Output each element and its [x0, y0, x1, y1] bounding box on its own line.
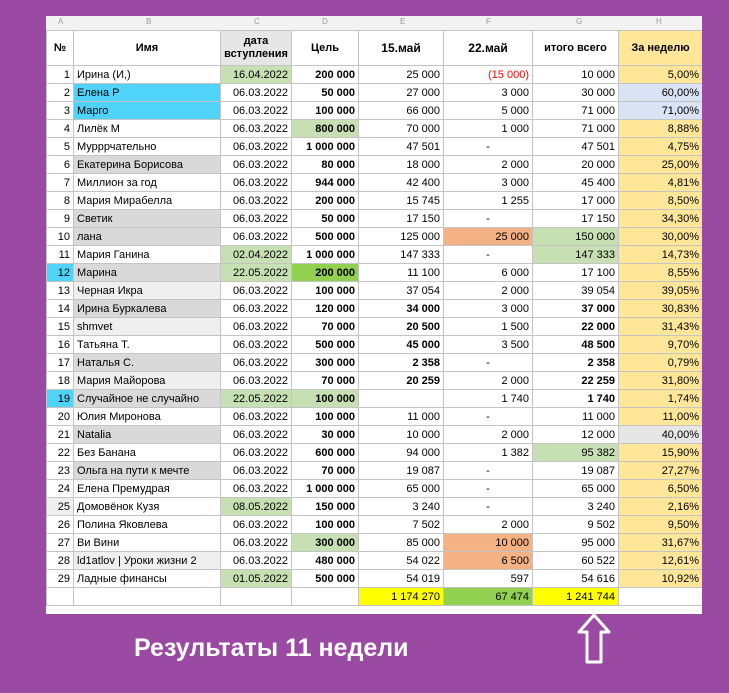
amount-may-22[interactable]: 3 000 — [444, 174, 533, 192]
goal-amount[interactable]: 800 000 — [292, 120, 359, 138]
amount-may-22[interactable]: 1 740 — [444, 390, 533, 408]
goal-amount[interactable]: 500 000 — [292, 336, 359, 354]
join-date[interactable]: 06.03.2022 — [221, 318, 292, 336]
amount-may-15[interactable]: 94 000 — [359, 444, 444, 462]
col-letter[interactable]: C — [254, 17, 260, 26]
total-amount[interactable]: 65 000 — [533, 480, 619, 498]
table-row — [47, 192, 703, 210]
row-number[interactable]: 13 — [47, 282, 74, 300]
total-amount[interactable]: 17 150 — [533, 210, 619, 228]
row-number[interactable]: 22 — [47, 444, 74, 462]
amount-may-22[interactable]: - — [444, 210, 533, 228]
join-date[interactable]: 06.03.2022 — [221, 84, 292, 102]
goal-amount[interactable]: 50 000 — [292, 84, 359, 102]
row-number[interactable]: 4 — [47, 120, 74, 138]
participant-name[interactable]: Домовёнок Кузя — [74, 498, 221, 516]
total-amount[interactable]: 10 000 — [533, 66, 619, 84]
spreadsheet — [46, 16, 702, 614]
participant-name[interactable]: Мария Майорова — [74, 372, 221, 390]
participant-name[interactable]: Елена Р — [74, 84, 221, 102]
weekly-percent[interactable]: 31,67% — [619, 534, 703, 552]
amount-may-15[interactable]: 42 400 — [359, 174, 444, 192]
row-number[interactable]: 7 — [47, 174, 74, 192]
total-amount[interactable]: 11 000 — [533, 408, 619, 426]
weekly-percent[interactable]: 2,16% — [619, 498, 703, 516]
total-amount[interactable]: 45 400 — [533, 174, 619, 192]
total-amount[interactable]: 95 382 — [533, 444, 619, 462]
row-number[interactable]: 9 — [47, 210, 74, 228]
total-amount[interactable]: 71 000 — [533, 120, 619, 138]
table-row — [47, 462, 703, 480]
total-amount[interactable]: 54 616 — [533, 570, 619, 588]
row-number[interactable]: 25 — [47, 498, 74, 516]
total-amount[interactable]: 9 502 — [533, 516, 619, 534]
weekly-percent[interactable]: 25,00% — [619, 156, 703, 174]
participant-name[interactable]: Екатерина Борисова — [74, 156, 221, 174]
up-arrow-icon — [575, 612, 613, 666]
goal-amount[interactable]: 70 000 — [292, 462, 359, 480]
total-amount[interactable]: 71 000 — [533, 102, 619, 120]
amount-may-15[interactable]: 45 000 — [359, 336, 444, 354]
weekly-percent[interactable]: 31,43% — [619, 318, 703, 336]
header-join-date[interactable]: дата вступления — [221, 31, 292, 66]
total-amount[interactable]: 22 000 — [533, 318, 619, 336]
weekly-percent[interactable]: 60,00% — [619, 84, 703, 102]
row-number[interactable]: 16 — [47, 336, 74, 354]
weekly-percent[interactable]: 10,92% — [619, 570, 703, 588]
row-number[interactable]: 6 — [47, 156, 74, 174]
amount-may-15[interactable]: 125 000 — [359, 228, 444, 246]
amount-may-15[interactable]: 47 501 — [359, 138, 444, 156]
row-number[interactable]: 3 — [47, 102, 74, 120]
goal-amount[interactable]: 480 000 — [292, 552, 359, 570]
participant-name[interactable]: Ви Вини — [74, 534, 221, 552]
row-number[interactable]: 10 — [47, 228, 74, 246]
weekly-percent[interactable]: 8,50% — [619, 192, 703, 210]
col-letter[interactable]: H — [656, 17, 662, 26]
amount-may-22[interactable]: - — [444, 408, 533, 426]
amount-may-22[interactable]: 2 000 — [444, 426, 533, 444]
participant-name[interactable]: ld1atlov | Уроки жизни 2 — [74, 552, 221, 570]
goal-amount[interactable]: 500 000 — [292, 228, 359, 246]
table-row — [47, 66, 703, 84]
goal-amount[interactable]: 300 000 — [292, 354, 359, 372]
goal-amount[interactable]: 100 000 — [292, 390, 359, 408]
participant-name[interactable]: Мария Ганина — [74, 246, 221, 264]
table-row — [47, 426, 703, 444]
amount-may-22[interactable]: 6 500 — [444, 552, 533, 570]
participant-name[interactable]: Ирина (И,) — [74, 66, 221, 84]
amount-may-22[interactable]: 5 000 — [444, 102, 533, 120]
table-row — [47, 336, 703, 354]
header-weekly-pct[interactable]: За неделю — [619, 31, 703, 66]
weekly-percent[interactable]: 27,27% — [619, 462, 703, 480]
total-amount[interactable]: 17 000 — [533, 192, 619, 210]
participant-name[interactable]: Ирина Буркалева — [74, 300, 221, 318]
total-amount[interactable]: 30 000 — [533, 84, 619, 102]
amount-may-15[interactable]: 15 745 — [359, 192, 444, 210]
table-row — [47, 210, 703, 228]
row-number[interactable]: 28 — [47, 552, 74, 570]
weekly-percent[interactable]: 40,00% — [619, 426, 703, 444]
table-row — [47, 498, 703, 516]
amount-may-22[interactable]: - — [444, 246, 533, 264]
total-amount[interactable]: 37 000 — [533, 300, 619, 318]
total-may-22[interactable]: 67 474 — [444, 588, 533, 606]
participant-name[interactable]: Лилёк М — [74, 120, 221, 138]
join-date[interactable]: 06.03.2022 — [221, 156, 292, 174]
amount-may-22[interactable]: - — [444, 138, 533, 156]
participant-name[interactable]: Черная Икра — [74, 282, 221, 300]
goal-amount[interactable]: 1 000 000 — [292, 246, 359, 264]
amount-may-22[interactable]: 3 000 — [444, 84, 533, 102]
table-row — [47, 246, 703, 264]
totals-empty[interactable] — [47, 588, 74, 606]
participant-name[interactable]: Татьяна Т. — [74, 336, 221, 354]
participant-name[interactable]: Мурррчательно — [74, 138, 221, 156]
amount-may-15[interactable]: 20 259 — [359, 372, 444, 390]
goal-amount[interactable]: 500 000 — [292, 570, 359, 588]
amount-may-15[interactable]: 11 100 — [359, 264, 444, 282]
weekly-percent[interactable]: 5,00% — [619, 66, 703, 84]
table-row — [47, 516, 703, 534]
total-amount[interactable]: 60 522 — [533, 552, 619, 570]
weekly-percent[interactable]: 30,00% — [619, 228, 703, 246]
join-date[interactable]: 06.03.2022 — [221, 138, 292, 156]
row-number[interactable]: 29 — [47, 570, 74, 588]
join-date[interactable]: 06.03.2022 — [221, 228, 292, 246]
total-amount[interactable]: 22 259 — [533, 372, 619, 390]
table-row — [47, 228, 703, 246]
participant-name[interactable]: Миллион за год — [74, 174, 221, 192]
goal-amount[interactable]: 200 000 — [292, 66, 359, 84]
goal-amount[interactable]: 70 000 — [292, 318, 359, 336]
participant-name[interactable]: Случайное не случайно — [74, 390, 221, 408]
participant-name[interactable]: Светик — [74, 210, 221, 228]
goal-amount[interactable]: 200 000 — [292, 192, 359, 210]
weekly-percent[interactable]: 15,90% — [619, 444, 703, 462]
amount-may-22[interactable]: 2 000 — [444, 516, 533, 534]
join-date[interactable]: 06.03.2022 — [221, 480, 292, 498]
goal-amount[interactable]: 1 000 000 — [292, 480, 359, 498]
total-amount[interactable]: 1 740 — [533, 390, 619, 408]
weekly-percent[interactable]: 9,50% — [619, 516, 703, 534]
table-row — [47, 282, 703, 300]
join-date[interactable]: 01.05.2022 — [221, 570, 292, 588]
row-number[interactable]: 15 — [47, 318, 74, 336]
participant-name[interactable]: Полина Яковлева — [74, 516, 221, 534]
join-date[interactable]: 06.03.2022 — [221, 192, 292, 210]
col-letter[interactable]: E — [400, 17, 406, 26]
participant-name[interactable]: shmvet — [74, 318, 221, 336]
goal-amount[interactable]: 600 000 — [292, 444, 359, 462]
goal-amount[interactable]: 120 000 — [292, 300, 359, 318]
totals-empty[interactable] — [292, 588, 359, 606]
table-row — [47, 570, 703, 588]
weekly-percent[interactable]: 34,30% — [619, 210, 703, 228]
goal-amount[interactable]: 200 000 — [292, 264, 359, 282]
join-date[interactable]: 06.03.2022 — [221, 120, 292, 138]
participant-name[interactable]: Мария Мирабелла — [74, 192, 221, 210]
join-date[interactable]: 06.03.2022 — [221, 282, 292, 300]
amount-may-15[interactable]: 70 000 — [359, 120, 444, 138]
amount-may-15[interactable]: 25 000 — [359, 66, 444, 84]
row-number[interactable]: 11 — [47, 246, 74, 264]
row-number[interactable]: 18 — [47, 372, 74, 390]
amount-may-22[interactable]: 2 000 — [444, 282, 533, 300]
participant-name[interactable]: Без Банана — [74, 444, 221, 462]
weekly-percent[interactable]: 11,00% — [619, 408, 703, 426]
total-may-15[interactable]: 1 174 270 — [359, 588, 444, 606]
table-row — [47, 84, 703, 102]
weekly-percent[interactable]: 12,61% — [619, 552, 703, 570]
row-number[interactable]: 17 — [47, 354, 74, 372]
col-letter[interactable]: G — [576, 17, 583, 26]
total-amount[interactable]: 17 100 — [533, 264, 619, 282]
goal-amount[interactable]: 300 000 — [292, 534, 359, 552]
amount-may-22[interactable]: - — [444, 480, 533, 498]
join-date[interactable]: 06.03.2022 — [221, 408, 292, 426]
weekly-percent[interactable]: 30,83% — [619, 300, 703, 318]
totals-row — [47, 588, 703, 606]
table-row — [47, 480, 703, 498]
amount-may-22[interactable]: - — [444, 462, 533, 480]
amount-may-22[interactable]: 3 000 — [444, 300, 533, 318]
weekly-percent[interactable]: 31,80% — [619, 372, 703, 390]
amount-may-22[interactable]: - — [444, 354, 533, 372]
join-date[interactable]: 22.05.2022 — [221, 390, 292, 408]
participant-name[interactable]: Наталья С. — [74, 354, 221, 372]
header-total[interactable]: итого всего — [533, 31, 619, 66]
participant-name[interactable]: Елена Премудрая — [74, 480, 221, 498]
row-number[interactable]: 24 — [47, 480, 74, 498]
row-number[interactable]: 8 — [47, 192, 74, 210]
table-row — [47, 138, 703, 156]
total-amount[interactable]: 95 000 — [533, 534, 619, 552]
amount-may-22[interactable]: 1 500 — [444, 318, 533, 336]
amount-may-22[interactable]: 2 000 — [444, 156, 533, 174]
table-row — [47, 174, 703, 192]
goal-amount[interactable]: 100 000 — [292, 102, 359, 120]
weekly-percent[interactable]: 8,55% — [619, 264, 703, 282]
participant-name[interactable]: Марго — [74, 102, 221, 120]
weekly-percent[interactable]: 8,88% — [619, 120, 703, 138]
amount-may-15[interactable]: 66 000 — [359, 102, 444, 120]
amount-may-15[interactable]: 18 000 — [359, 156, 444, 174]
header-number[interactable]: № — [47, 31, 74, 66]
join-date[interactable]: 06.03.2022 — [221, 534, 292, 552]
header-goal[interactable]: Цель — [292, 31, 359, 66]
join-date[interactable]: 08.05.2022 — [221, 498, 292, 516]
total-amount[interactable]: 47 501 — [533, 138, 619, 156]
table-row — [47, 444, 703, 462]
amount-may-15[interactable]: 10 000 — [359, 426, 444, 444]
goal-amount[interactable]: 50 000 — [292, 210, 359, 228]
row-number[interactable]: 14 — [47, 300, 74, 318]
amount-may-22[interactable]: 10 000 — [444, 534, 533, 552]
total-amount[interactable]: 2 358 — [533, 354, 619, 372]
amount-may-15[interactable]: 37 054 — [359, 282, 444, 300]
table-row — [47, 156, 703, 174]
header-may-22[interactable]: 22.май — [444, 31, 533, 66]
amount-may-15[interactable]: 2 358 — [359, 354, 444, 372]
join-date[interactable]: 06.03.2022 — [221, 174, 292, 192]
table-row — [47, 120, 703, 138]
weekly-percent[interactable]: 4,75% — [619, 138, 703, 156]
table-row — [47, 354, 703, 372]
amount-may-15[interactable]: 7 502 — [359, 516, 444, 534]
goal-amount[interactable]: 100 000 — [292, 408, 359, 426]
join-date[interactable]: 06.03.2022 — [221, 300, 292, 318]
join-date[interactable]: 02.04.2022 — [221, 246, 292, 264]
amount-may-22[interactable]: 1 000 — [444, 120, 533, 138]
participant-name[interactable]: лана — [74, 228, 221, 246]
row-number[interactable]: 21 — [47, 426, 74, 444]
join-date[interactable]: 06.03.2022 — [221, 426, 292, 444]
totals-empty[interactable] — [619, 588, 703, 606]
amount-may-15[interactable]: 17 150 — [359, 210, 444, 228]
table-row — [47, 552, 703, 570]
amount-may-22[interactable]: 3 500 — [444, 336, 533, 354]
goal-amount[interactable]: 150 000 — [292, 498, 359, 516]
weekly-percent[interactable]: 6,50% — [619, 480, 703, 498]
join-date[interactable]: 06.03.2022 — [221, 462, 292, 480]
join-date[interactable]: 06.03.2022 — [221, 516, 292, 534]
participant-name[interactable]: Ольга на пути к мечте — [74, 462, 221, 480]
goal-amount[interactable]: 1 000 000 — [292, 138, 359, 156]
weekly-percent[interactable]: 0,79% — [619, 354, 703, 372]
participant-name[interactable]: Ладные финансы — [74, 570, 221, 588]
table-row — [47, 390, 703, 408]
header-name[interactable]: Имя — [74, 31, 221, 66]
row-number[interactable]: 19 — [47, 390, 74, 408]
row-number[interactable]: 5 — [47, 138, 74, 156]
join-date[interactable]: 06.03.2022 — [221, 354, 292, 372]
amount-may-15[interactable]: 11 000 — [359, 408, 444, 426]
total-amount[interactable]: 12 000 — [533, 426, 619, 444]
weekly-percent[interactable]: 1,74% — [619, 390, 703, 408]
goal-amount[interactable]: 80 000 — [292, 156, 359, 174]
goal-amount[interactable]: 70 000 — [292, 372, 359, 390]
amount-may-15[interactable]: 54 022 — [359, 552, 444, 570]
total-amount[interactable]: 48 500 — [533, 336, 619, 354]
table-row — [47, 372, 703, 390]
weekly-percent[interactable]: 9,70% — [619, 336, 703, 354]
participant-name[interactable]: Марина — [74, 264, 221, 282]
join-date[interactable]: 22.05.2022 — [221, 264, 292, 282]
row-number[interactable]: 12 — [47, 264, 74, 282]
amount-may-15[interactable]: 54 019 — [359, 570, 444, 588]
col-letter[interactable]: D — [322, 17, 328, 26]
amount-may-22[interactable]: 597 — [444, 570, 533, 588]
row-number[interactable]: 26 — [47, 516, 74, 534]
join-date[interactable]: 06.03.2022 — [221, 552, 292, 570]
col-letter[interactable]: A — [58, 17, 64, 26]
join-date[interactable]: 06.03.2022 — [221, 210, 292, 228]
table-row — [47, 318, 703, 336]
row-number[interactable]: 23 — [47, 462, 74, 480]
amount-may-22[interactable]: 1 255 — [444, 192, 533, 210]
amount-may-15[interactable]: 65 000 — [359, 480, 444, 498]
header-row — [47, 31, 703, 66]
amount-may-15[interactable]: 3 240 — [359, 498, 444, 516]
amount-may-22[interactable]: 2 000 — [444, 372, 533, 390]
row-number[interactable]: 1 — [47, 66, 74, 84]
results-table — [46, 30, 702, 606]
weekly-percent[interactable]: 14,73% — [619, 246, 703, 264]
table-row — [47, 534, 703, 552]
amount-may-15[interactable]: 34 000 — [359, 300, 444, 318]
total-overall[interactable]: 1 241 744 — [533, 588, 619, 606]
total-amount[interactable]: 150 000 — [533, 228, 619, 246]
join-date[interactable]: 06.03.2022 — [221, 102, 292, 120]
amount-may-15[interactable]: 147 333 — [359, 246, 444, 264]
totals-empty[interactable] — [221, 588, 292, 606]
weekly-percent[interactable]: 39,05% — [619, 282, 703, 300]
amount-may-15[interactable]: 19 087 — [359, 462, 444, 480]
participant-name[interactable]: Natalia — [74, 426, 221, 444]
results-caption: Результаты 11 недели — [134, 634, 409, 662]
goal-amount[interactable]: 30 000 — [292, 426, 359, 444]
join-date[interactable]: 16.04.2022 — [221, 66, 292, 84]
join-date[interactable]: 06.03.2022 — [221, 444, 292, 462]
amount-may-22[interactable]: (15 000) — [444, 66, 533, 84]
table-row — [47, 408, 703, 426]
join-date[interactable]: 06.03.2022 — [221, 372, 292, 390]
goal-amount[interactable]: 100 000 — [292, 516, 359, 534]
col-letter[interactable]: B — [146, 17, 152, 26]
row-number[interactable]: 27 — [47, 534, 74, 552]
header-may-15[interactable]: 15.май — [359, 31, 444, 66]
amount-may-15[interactable]: 27 000 — [359, 84, 444, 102]
weekly-percent[interactable]: 71,00% — [619, 102, 703, 120]
join-date[interactable]: 06.03.2022 — [221, 336, 292, 354]
weekly-percent[interactable]: 4,81% — [619, 174, 703, 192]
row-number[interactable]: 2 — [47, 84, 74, 102]
total-amount[interactable]: 19 087 — [533, 462, 619, 480]
total-amount[interactable]: 147 333 — [533, 246, 619, 264]
amount-may-15[interactable]: 85 000 — [359, 534, 444, 552]
totals-empty[interactable] — [74, 588, 221, 606]
table-row — [47, 102, 703, 120]
table-row — [47, 264, 703, 282]
goal-amount[interactable]: 944 000 — [292, 174, 359, 192]
table-row — [47, 300, 703, 318]
goal-amount[interactable]: 100 000 — [292, 282, 359, 300]
row-number[interactable]: 20 — [47, 408, 74, 426]
col-letter[interactable]: F — [486, 17, 491, 26]
total-amount[interactable]: 3 240 — [533, 498, 619, 516]
amount-may-22[interactable]: 1 382 — [444, 444, 533, 462]
amount-may-22[interactable]: - — [444, 498, 533, 516]
amount-may-15[interactable] — [359, 390, 444, 408]
total-amount[interactable]: 39 054 — [533, 282, 619, 300]
amount-may-15[interactable]: 20 500 — [359, 318, 444, 336]
column-letters — [46, 16, 702, 31]
amount-may-22[interactable]: 25 000 — [444, 228, 533, 246]
amount-may-22[interactable]: 6 000 — [444, 264, 533, 282]
total-amount[interactable]: 20 000 — [533, 156, 619, 174]
participant-name[interactable]: Юлия Миронова — [74, 408, 221, 426]
